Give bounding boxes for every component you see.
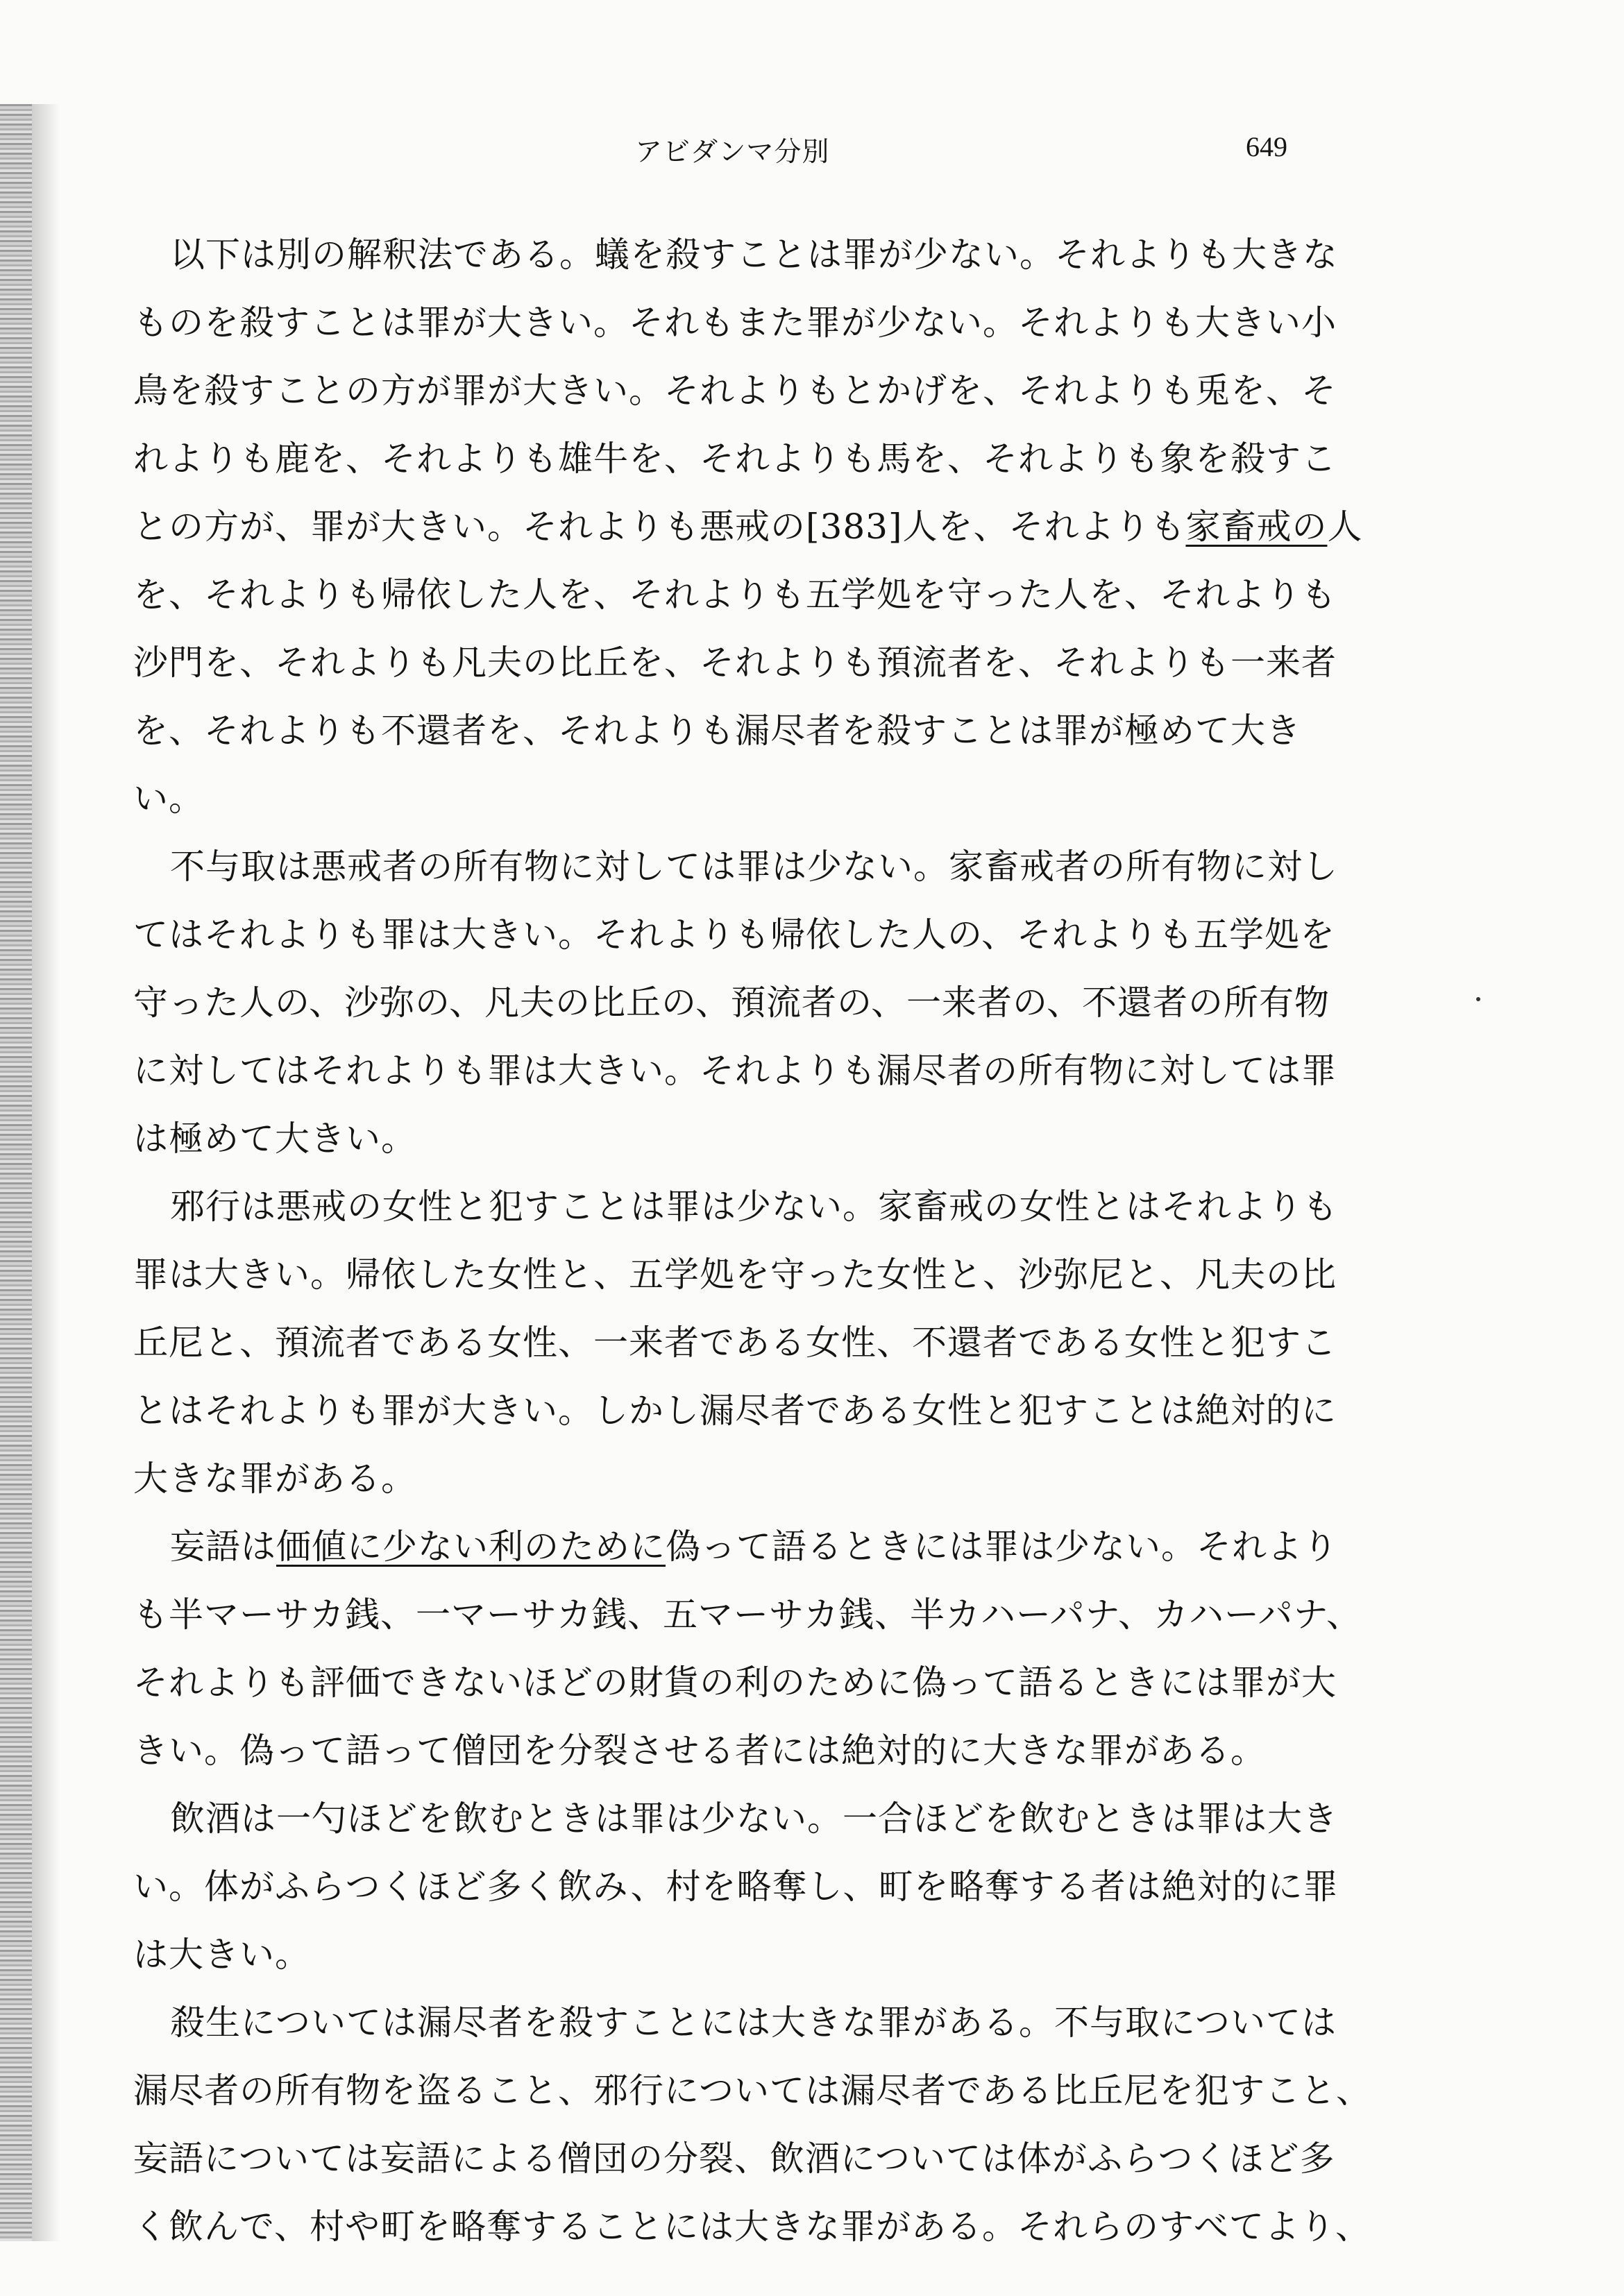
running-head	[0, 130, 1624, 172]
text-line: い。体がふらつくほど多く飲み、村を略奪し、町を略奪する者は絶対的に罪	[133, 1866, 1339, 1907]
text-line: てはそれよりも罪は大きい。それよりも帰依した人の、それよりも五学処を	[133, 915, 1335, 955]
text-line: も半マーサカ銭、一マーサカ銭、五マーサカ銭、半カハーパナ、カハーパナ、	[133, 1595, 1362, 1635]
text-line: 大きな罪がある。	[133, 1459, 416, 1499]
text-line: それよりも評価できないほどの財貨の利のために偽って語るときには罪が大	[133, 1663, 1337, 1703]
text-line: は大きい。	[133, 1934, 310, 1975]
text-line: を、それよりも不還者を、それよりも漏尽者を殺すことは罪が極めて大き	[133, 711, 1301, 751]
page-number: 649	[1246, 131, 1287, 162]
text-line: 不与取は悪戒者の所有物に対しては罪は少ない。家畜戒者の所有物に対し	[170, 847, 1338, 887]
text-line: れよりも鹿を、それよりも雄牛を、それよりも馬を、それよりも象を殺すこ	[133, 439, 1337, 479]
body-text	[133, 221, 1371, 2261]
text-line: 鳥を殺すことの方が罪が大きい。それよりもとかげを、それよりも兎を、そ	[133, 371, 1337, 411]
text-line	[133, 1513, 1341, 1581]
text-segment: 人	[1327, 507, 1363, 547]
text-line: 飲酒は一勺ほどを飲むときは罪は少ない。一合ほどを飲むときは罪は大き	[170, 1798, 1338, 1839]
running-title: アビダンマ分別	[635, 137, 830, 168]
underlined-phrase: 家畜戒の	[1185, 507, 1328, 547]
text-line: 漏尽者の所有物を盗ること、邪行については漏尽者である比丘尼を犯すこと、	[133, 2070, 1371, 2111]
scan-edge-gradient	[32, 104, 60, 2241]
text-line: は極めて大きい。	[133, 1119, 416, 1159]
text-line: を、それよりも帰依した人を、それよりも五学処を守った人を、それよりも	[133, 575, 1337, 615]
scan-edge-shadow	[0, 104, 32, 2241]
text-line: 以下は別の解釈法である。蟻を殺すことは罪が少ない。それよりも大きな	[170, 235, 1338, 275]
text-line: ものを殺すことは罪が大きい。それもまた罪が少ない。それよりも大きい小	[133, 303, 1337, 343]
text-line: 守った人の、沙弥の、凡夫の比丘の、預流者の、一来者の、不還者の所有物	[133, 983, 1330, 1023]
text-line: く飲んで、村や町を略奪することには大きな罪がある。それらのすべてより、	[133, 2206, 1371, 2247]
text-segment: 偽って語るときには罪は少ない。それより	[666, 1527, 1338, 1567]
text-line: きい。偽って語って僧団を分裂させる者には絶対的に大きな罪がある。	[133, 1730, 1266, 1771]
text-line: とはそれよりも罪が大きい。しかし漏尽者である女性と犯すことは絶対的に	[133, 1391, 1337, 1431]
underlined-phrase: 価値に少ない利のために	[276, 1527, 666, 1567]
text-segment: 妄語は	[170, 1527, 276, 1567]
ink-speck	[1476, 997, 1480, 1001]
text-line: 罪は大きい。帰依した女性と、五学処を守った女性と、沙弥尼と、凡夫の比	[133, 1255, 1337, 1295]
text-segment: との方が、罪が大きい。それよりも悪戒の[383]人を、それよりも	[133, 507, 1186, 547]
text-line: に対してはそれよりも罪は大きい。それよりも漏尽者の所有物に対しては罪	[133, 1051, 1337, 1091]
text-line: 妄語については妄語による僧団の分裂、飲酒については体がふらつくほど多	[133, 2138, 1335, 2179]
text-line: 沙門を、それよりも凡夫の比丘を、それよりも預流者を、それよりも一来者	[133, 643, 1337, 683]
text-line: 邪行は悪戒の女性と犯すことは罪は少ない。家畜戒の女性とはそれよりも	[170, 1187, 1338, 1227]
text-line: 丘尼と、預流者である女性、一来者である女性、不還者である女性と犯すこ	[133, 1323, 1337, 1363]
text-line	[133, 493, 1363, 561]
text-line: い。	[133, 779, 204, 819]
text-line: 殺生については漏尽者を殺すことには大きな罪がある。不与取については	[170, 2002, 1337, 2043]
